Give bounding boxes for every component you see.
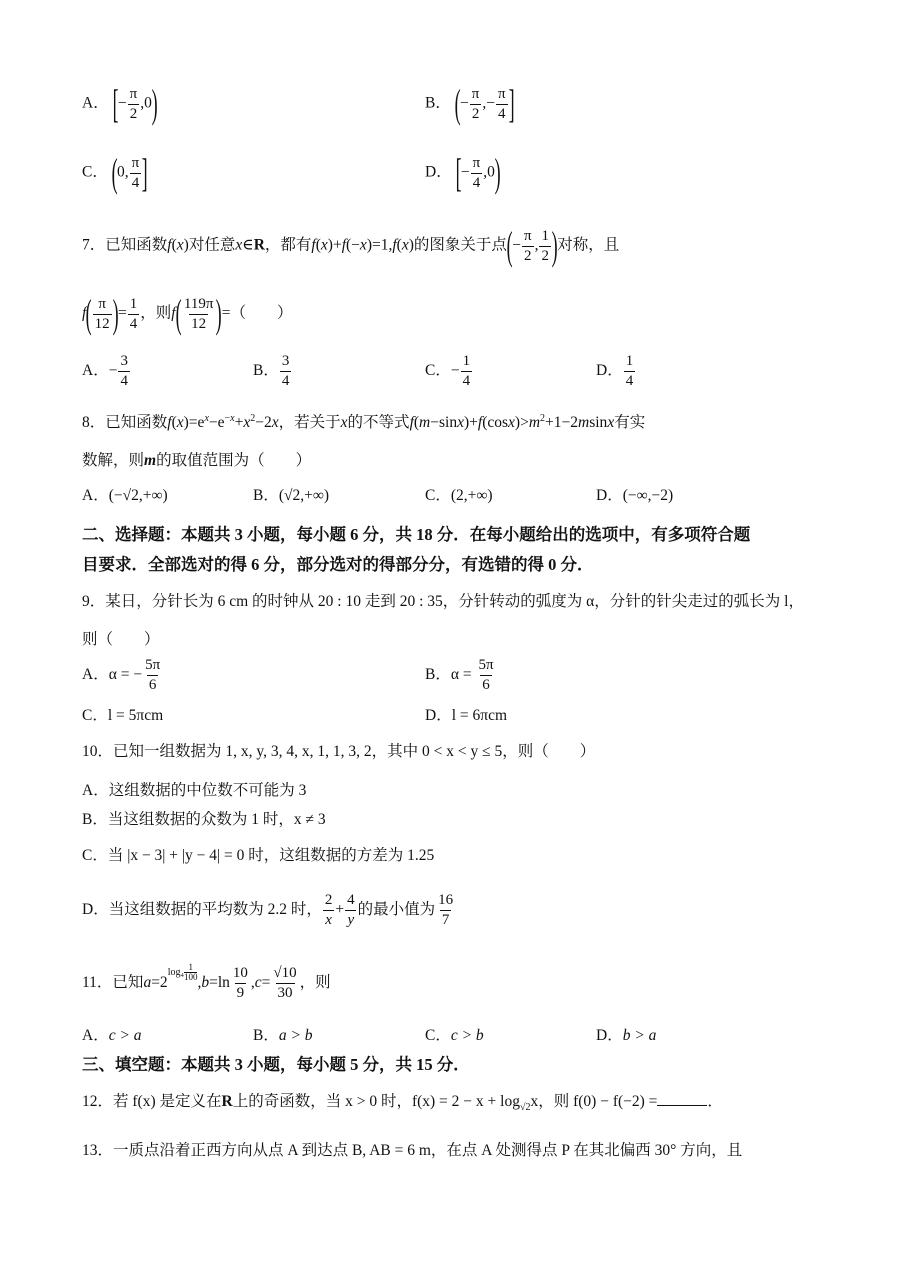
q12-answer-blank	[657, 1105, 707, 1106]
q10-option-a: A．这组数据的中位数不可能为 3	[82, 782, 307, 799]
q9-option-d: D．l = 6πcm	[425, 707, 508, 724]
q8-line2: 数解，则m的取值范围为（ ）	[82, 452, 312, 469]
q11-option-b: B．a > b	[253, 1027, 313, 1044]
q8-line1: 8．已知函数$f(x)=e^x-e^{-x}+x^2-2x$，若关于x的不等式$f(m-\sin x)+f(\cos x)>m^2+1-2msinx$有实	[82, 413, 646, 432]
q9-option-a: A．α = − $\frac{5\pi}{6}$	[82, 657, 161, 693]
q6-option-c: C． (0, $\frac{\pi}{4}$ ]	[82, 150, 148, 195]
q9-option-b: B．α = $\frac{5\pi}{6}$	[425, 657, 494, 693]
q11-option-d: D．b > a	[596, 1027, 657, 1044]
section2-heading-line2: 目要求．全部选对的得 6 分，部分选对的得部分分，有选错的得 0 分．	[82, 555, 594, 574]
q7-option-c: C．− $\frac{1}{4}$	[425, 353, 471, 389]
section2-heading-line1: 二、选择题：本题共 3 小题，每小题 6 分，共 18 分．在每小题给出的选项中，有多项符合题	[82, 525, 751, 544]
q8-option-b: B．(√2,+∞)	[253, 487, 330, 504]
q11-option-c: C．c > b	[425, 1027, 484, 1044]
q10-option-c: C．当 |x − 3| + |y − 4| = 0 时，这组数据的方差为 1.25	[82, 847, 435, 864]
q11-stem: 11．已知a=2log₄ $\frac{1}{100}$ ,b=ln $\frac{10}{9}$ ,c= $\frac{√10}{30}$ ，则	[82, 962, 331, 1001]
q6-option-b: B． (− $\frac{\pi}{2}$ ,− $\frac{\pi}{4}$ ]	[425, 81, 515, 126]
q7-option-a: A．− $\frac{3}{4}$	[82, 353, 128, 389]
q10-stem: 10．已知一组数据为 1, x, y, 3, 4, x, 1, 1, 3, 2，其中 0 < x < y ≤ 5，则（ ）	[82, 743, 596, 760]
q8-option-d: D．(−∞,−2)	[596, 487, 674, 504]
q6-option-d: D． [− $\frac{\pi}{4}$ ,0)	[425, 150, 501, 195]
q8-option-c: C．(2,+∞)	[425, 487, 493, 504]
q8-option-a: A．(−√2,+∞)	[82, 487, 168, 504]
q9-option-c: C．l = 5πcm	[82, 707, 164, 724]
q10-option-b: B．当这组数据的众数为 1 时，x ≠ 3	[82, 811, 326, 828]
q9-line2: 则（ ）	[82, 631, 160, 648]
q6-option-a: A． [− $\frac{\pi}{2}$ ,0)	[82, 81, 158, 126]
q7-option-d: D． $\frac{1}{4}$	[596, 353, 634, 389]
q11-option-a: A．c > a	[82, 1027, 142, 1044]
q9-line1: 9．某日，分针长为 6 cm 的时钟从 20 : 10 走到 20 : 35，分针转动的弧度为 α，分针的针尖走过的弧长为 l，	[82, 593, 804, 610]
q7-line2: f( $\frac{\pi}{12}$ )= $\frac{1}{4}$ ，则f( $\frac{119\pi}{12}$ )=（ ）	[82, 291, 293, 336]
q13-stem: 13．一质点沿着正西方向从点 A 到达点 B, AB = 6 m，在点 A 处测得点 P 在其北偏西 30° 方向，且	[82, 1142, 743, 1159]
q10-option-d: D．当这组数据的平均数为 2.2 时， $\frac{2}{x}$ + $\frac{4}{y}$ 的最小值为 $\frac{16}{7}$	[82, 892, 454, 928]
q7-option-b: B． $\frac{3}{4}$	[253, 353, 290, 389]
q7-line1: 7．已知函数f(x)对任意x∈R，都有f(x)+f(−x)=1,f(x)的图象关于点(− $\frac{\pi}{2}$ , $\frac{1}{2}$ )对称，且	[82, 223, 620, 268]
q12-stem: 12．若 f(x) 是定义在R上的奇函数，当 x > 0 时，$f(x) = 2 - x + \log_{√2}x$，则 f(0) − f(−2) = ．	[82, 1093, 723, 1114]
section3-heading: 三、填空题：本题共 3 小题，每小题 5 分，共 15 分．	[82, 1055, 470, 1074]
